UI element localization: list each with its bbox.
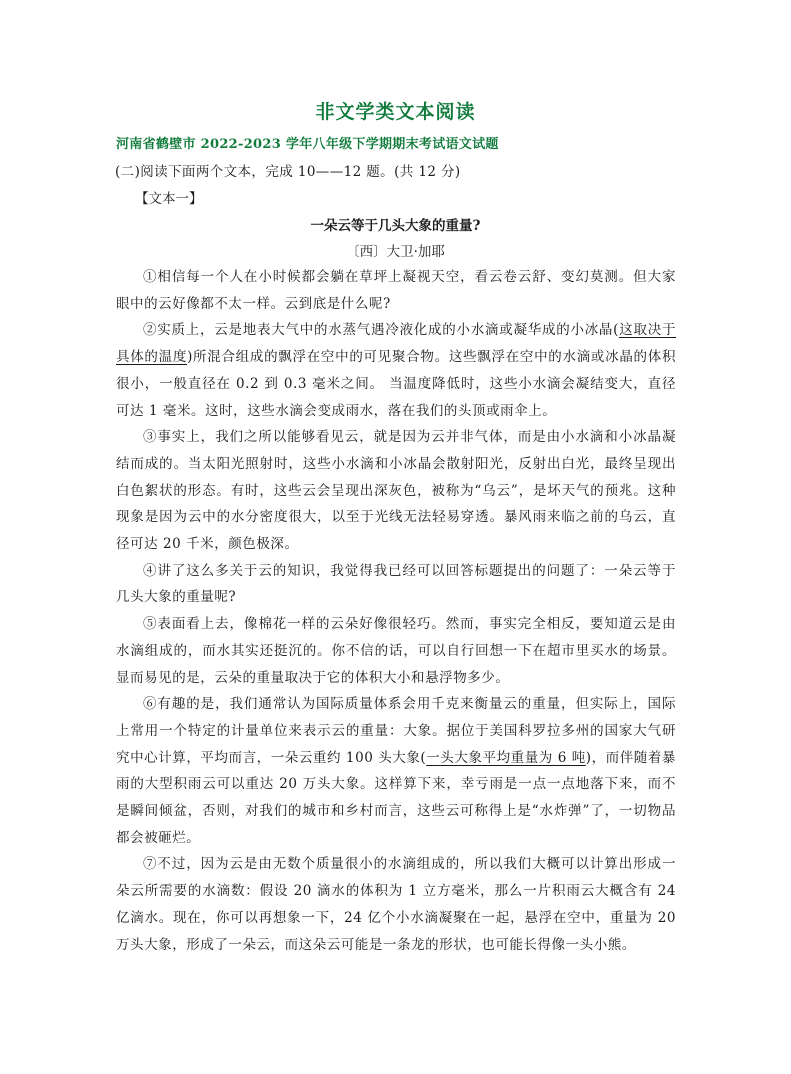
paragraph-2-text: ②实质上，云是地表大气中的水蒸气遇冷液化成的小水滴或凝华成的小冰晶( <box>143 322 620 339</box>
paragraph-6 <box>116 691 676 851</box>
text-label: 【文本一】 <box>135 191 203 207</box>
paragraph-2-text-cont: )所混合组成的飘浮在空中的可见聚合物。这些飘浮在空中的水滴或冰晶的体积很小，一般直径在 0.2 到 0.3 毫米之间。 当温度降低时，这些小水滴会凝结变大，直径可达 1 毫米。这时，这些水滴会变成雨水，落在我们的头顶或雨伞上。 <box>116 349 677 419</box>
paragraph-6-text: ⑥有趣的是，我们通常认为国际质量体系会用千克来衡量云的重量，但实际上，国际上常用一个特定的计量单位来表示云的重量：大象。据位于美国科罗拉多州的国家大气研究中心计算，平均而言，一朵云重约 100 头大象( <box>116 696 676 766</box>
article-body <box>116 264 676 958</box>
paragraph-7: ⑦不过，因为云是由无数个质量很小的水滴组成的，所以我们大概可以计算出形成一朵云所需要的水滴数：假设 20 滴水的体积为 1 立方毫米，那么一片积雨云大概含有 24 亿滴水。现在，你可以再想象一下，24 亿个小水滴凝聚在一起，悬浮在空中，重量为 20 万头大象，形成了一朵云，而这朵云可能是一条龙的形状，也可能长得像一头小熊。 <box>116 856 676 953</box>
article-title: 一朵云等于几头大象的重量? <box>310 218 481 234</box>
paragraph-4: ④讲了这么多关于云的知识，我觉得我已经可以回答标题提出的问题了：一朵云等于几头大象的重量呢? <box>116 562 676 606</box>
paragraph-5: ⑤表面看上去，像棉花一样的云朵好像很轻巧。然而，事实完全相反，要知道云是由水滴组成的，而水其实还挺沉的。你不信的话，可以自行回想一下在超市里买水的场景。显而易见的是，云朵的重量取决于它的体积大小和悬浮物多少。 <box>116 616 676 686</box>
paragraph-1: ①相信每一个人在小时候都会躺在草坪上凝视天空，看云卷云舒、变幻莫测。但大家眼中的云好像都不太一样。云到底是什么呢? <box>116 269 676 312</box>
paragraph-6-text-cont: )，而伴随着暴雨的大型积雨云可以重达 20 万头大象。这样算下来，幸亏雨是一点一点地落下来，而不是瞬间倾盆，否则，对我们的城市和乡村而言，这些云可称得上是“水炸弹”了，一切物品都会被砸烂。 <box>116 749 676 846</box>
exam-source: 河南省鹤壁市 2022-2023 学年八年级下学期期末考试语文试题 <box>116 137 499 152</box>
article-author: 〔西〕大卫·加耶 <box>346 244 445 260</box>
underlined-phrase: 这取决于具体的温度 <box>116 322 677 366</box>
paragraph-3: ③事实上，我们之所以能够看见云，就是因为云并非气体，而是由小水滴和小冰晶凝结而成的。当太阳光照射时，这些小水滴和小冰晶会散射阳光，反射出白光，最终呈现出白色絮状的形态。有时，这些云会呈现出深灰色，被称为“乌云”，是坏天气的预兆。这种现象是因为云中的水分密度很大，以至于光线无法轻易穿透。暴风雨来临之前的乌云，直径可达 20 千米，颜色极深。 <box>116 429 676 553</box>
page-title: 非文学类文本阅读 <box>315 101 476 123</box>
question-instruction: (二)阅读下面两个文本，完成 10——12 题。(共 12 分) <box>115 164 461 180</box>
underlined-phrase: 一头大象平均重量为 6 吨 <box>426 749 586 766</box>
paragraph-2 <box>116 317 676 424</box>
